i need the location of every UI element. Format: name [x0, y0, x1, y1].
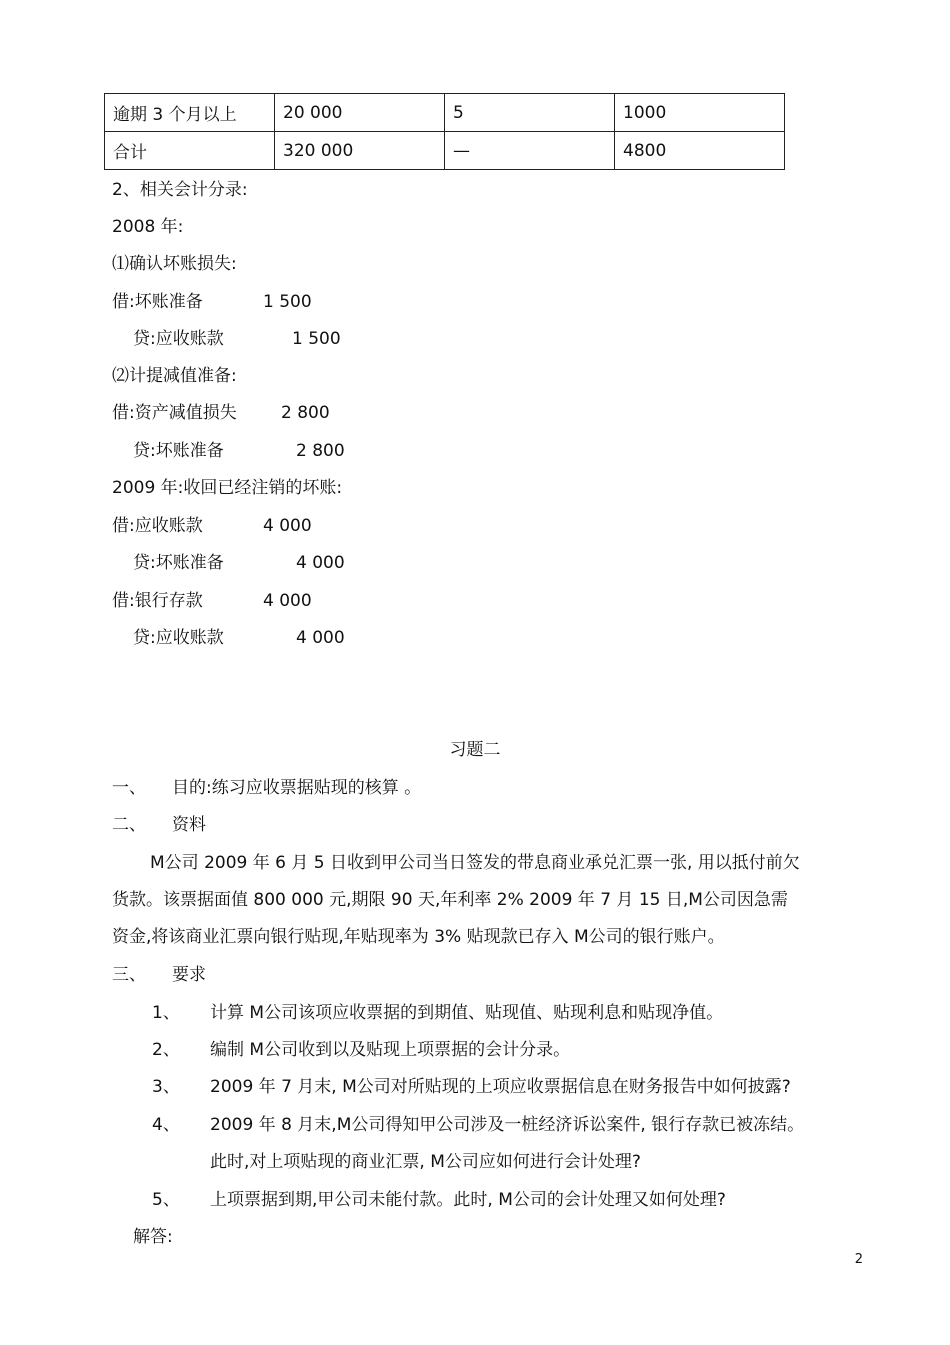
item-1-label: ⑴确认坏账损失: [112, 254, 237, 274]
table-row [105, 132, 785, 170]
debit-line: 借:坏账准备 [112, 292, 203, 312]
material-line-1: M公司 2009 年 6 月 5 日收到甲公司当日签发的带息商业承兑汇票一张, 用以抵付前欠 [150, 853, 800, 873]
section-1-number: 一、 [112, 778, 146, 798]
section-1-text: 目的:练习应收票据贴现的核算 。 [172, 778, 422, 798]
credit-line: 贷:坏账准备 [133, 441, 224, 461]
table-cell: — [445, 132, 615, 170]
debit-amount: 4 000 [263, 516, 312, 536]
credit-amount: 1 500 [292, 329, 341, 349]
table-cell: 4800 [615, 132, 785, 170]
credit-line: 贷:应收账款 [133, 628, 224, 648]
requirement-1-text: 计算 M公司该项应收票据的到期值、贴现值、贴现利息和贴现净值。 [210, 1003, 724, 1023]
debit-line: 借:应收账款 [112, 516, 203, 536]
answer-label: 解答: [133, 1227, 173, 1247]
table-cell: 逾期 3 个月以上 [105, 94, 275, 132]
page-number: 2 [854, 1252, 863, 1267]
debit-amount: 2 800 [281, 403, 330, 423]
year-2009-label: 2009 年:收回已经注销的坏账: [112, 478, 343, 498]
requirement-4-text: 2009 年 8 月末,M公司得知甲公司涉及一桩经济诉讼案件, 银行存款已被冻结。 [210, 1115, 805, 1135]
requirement-5-text: 上项票据到期,甲公司未能付款。此时, M公司的会计处理又如何处理? [210, 1190, 726, 1210]
requirement-3-text: 2009 年 7 月末, M公司对所贴现的上项应收票据信息在财务报告中如何披露? [210, 1077, 791, 1097]
debit-line: 借:资产减值损失 [112, 403, 237, 423]
exercise-title: 习题二 [449, 740, 501, 760]
requirement-4-continuation: 此时,对上项贴现的商业汇票, M公司应如何进行会计处理? [210, 1152, 641, 1172]
credit-line: 贷:应收账款 [133, 329, 224, 349]
requirement-4-number: 4、 [152, 1115, 180, 1135]
item-2-label: ⑵计提减值准备: [112, 366, 237, 386]
entries-heading: 2、相关会计分录: [112, 180, 248, 200]
requirement-3-number: 3、 [152, 1077, 180, 1097]
section-2-text: 资料 [172, 815, 206, 835]
table-cell: 20 000 [275, 94, 445, 132]
year-2008-label: 2008 年: [112, 217, 184, 237]
credit-amount: 4 000 [296, 628, 345, 648]
debit-line: 借:银行存款 [112, 591, 203, 611]
requirement-5-number: 5、 [152, 1190, 180, 1210]
requirement-2-number: 2、 [152, 1040, 180, 1060]
table-cell: 320 000 [275, 132, 445, 170]
aging-table [104, 93, 785, 170]
table-cell: 合计 [105, 132, 275, 170]
section-3-number: 三、 [112, 965, 146, 985]
requirement-1-number: 1、 [152, 1003, 180, 1023]
table-cell: 1000 [615, 94, 785, 132]
material-line-3: 资金,将该商业汇票向银行贴现,年贴现率为 3% 贴现款已存入 M公司的银行账户。 [112, 927, 725, 947]
table-cell: 5 [445, 94, 615, 132]
credit-amount: 4 000 [296, 553, 345, 573]
credit-line: 贷:坏账准备 [133, 553, 224, 573]
debit-amount: 4 000 [263, 591, 312, 611]
credit-amount: 2 800 [296, 441, 345, 461]
section-2-number: 二、 [112, 815, 146, 835]
material-line-2: 货款。该票据面值 800 000 元,期限 90 天,年利率 2% 2009 年 7 月 15 日,M公司因急需 [112, 890, 788, 910]
table-row [105, 94, 785, 132]
section-3-text: 要求 [172, 965, 206, 985]
requirement-2-text: 编制 M公司收到以及贴现上项票据的会计分录。 [210, 1040, 571, 1060]
debit-amount: 1 500 [263, 292, 312, 312]
